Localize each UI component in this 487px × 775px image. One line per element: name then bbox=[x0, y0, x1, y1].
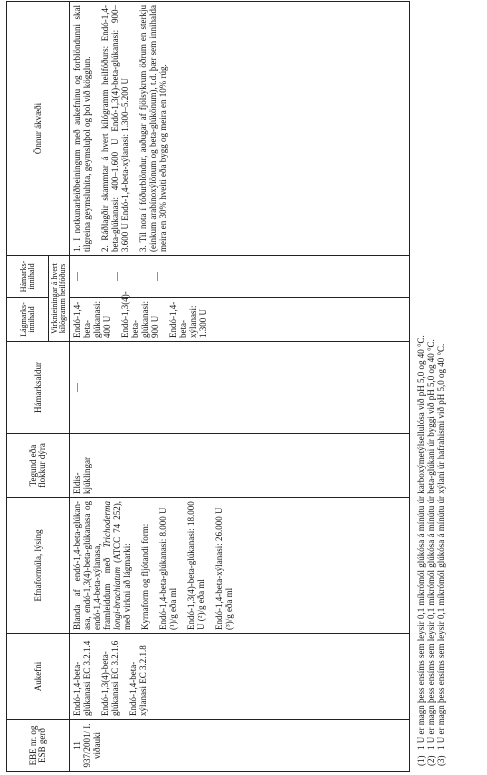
header-lagmarks: Lágmarks-innihald bbox=[7, 298, 49, 342]
lagmarks-item: Endó-1,4-beta-xýlanasi: 1.300 U bbox=[168, 301, 208, 338]
ebe-regulation: 937/2001/ I. viðauki bbox=[82, 723, 102, 768]
aukefni-item: Endó-1,3(4)-beta-glúkanasi EC 3.2.1.6 bbox=[100, 640, 120, 716]
header-efnaformula: Efnaformúla, lýsing bbox=[7, 498, 70, 634]
onnur-item: 1. I notkunarleiðbeiningum með aukefninu og forblöndunni skal tilgreina geymsluhita, geymsluþol og þol við kögglun. bbox=[72, 5, 92, 252]
header-hamarks: Hámarks-innihald bbox=[7, 256, 49, 298]
aukefni-item: Endó-1,4-beta-glúkanasi EC 3.2.1.4 bbox=[72, 640, 92, 716]
hamarks-item: — bbox=[152, 272, 162, 281]
table-row bbox=[70, 2, 410, 772]
onnur-item: 3. Til nota í fóðurblöndur, auðugar af fjölsykrum öðrum en sterkju (einkum arabínoxýlönum og beta-glúkönum), t.d. þær sem innihalda meira en 30% hveiti eða bygg og meira en 10% rúg. bbox=[138, 5, 168, 252]
efnaformula-spec: Endó-1,4-beta-xýlanasi: 26.000 U (³)/g eða ml bbox=[214, 507, 234, 630]
efnaformula-form: Kyrnaform og fljótandi form: bbox=[140, 523, 150, 630]
cell-tegund: Eldis-kjúklingar bbox=[70, 434, 410, 498]
cell-ebe bbox=[70, 720, 410, 772]
cell-lagmarks bbox=[70, 291, 410, 342]
hamarks-item: — bbox=[112, 272, 122, 281]
lagmarks-item: Endó-1,4-beta-glúkanasi: 400 U bbox=[72, 301, 112, 338]
onnur-item: 2. Ráðlagðir skammtar á hvert kílógramm heilfóðurs: Endó-1,4-beta-glúkanasi: 400–1.600 U Endó-1,3(4)-beta-glúkanasi: 900–3.600 U Endó-1,4-beta-xýlanasi: 1.300–5.200 U bbox=[100, 5, 130, 252]
header-tegund: Tegund eða flokkur dýra bbox=[7, 434, 70, 498]
rotated-page bbox=[6, 2, 446, 772]
cell-aukefni bbox=[70, 634, 410, 720]
efnaformula-spec: Endó-1,3(4)-beta-glúkanasi: 18.000 U (²)/g eða ml bbox=[186, 501, 206, 630]
footnotes bbox=[416, 6, 446, 766]
lagmarks-item: Endó-1,3(4)-beta-glúkanasi: 900 U bbox=[120, 291, 160, 338]
header-hamarksaldur: Hámarksaldur bbox=[7, 342, 70, 434]
header-onnur: Önnur ákvæði bbox=[7, 2, 70, 256]
cell-hamarksaldur: — bbox=[70, 342, 410, 434]
ebe-number: 11 bbox=[72, 741, 82, 750]
aukefni-item: Endó-1,4-beta-xýlanasi EC 3.2.1.8 bbox=[128, 645, 148, 716]
hamarks-item: — bbox=[72, 272, 82, 281]
footnote: (1)1 U er magn þess ensíms sem leysir 0,1 míkrómól glúkósa á mínútu úr karboxýmetýlsellulósa við pH 5,0 og 40 °C. bbox=[416, 335, 426, 766]
efnaformula-spec: Endó-1,4-beta-glúkanasi: 8.000 U (¹)/g eða ml bbox=[158, 507, 178, 630]
efnaformula-intro: Blanda af endó-1,4-beta-glúkan-asa, endó-1,3(4)-beta-glúkanasa og endó-1,4-beta-xýlanasa, framleiddum með Trichoderma longi-brachiatum (ATCC 74 252), með virkni að lágmarki: bbox=[72, 500, 132, 630]
organism-name: Trichoderma longi-brachiatum bbox=[102, 501, 122, 630]
regulation-table bbox=[6, 1, 410, 772]
footnote: (3)1 U er magn þess ensíms sem leysir 0,1 míkrómól glúkósa á mínútu úr xýlani úr hafrahismi við pH 5,0 og 40 °C. bbox=[436, 343, 446, 766]
header-einingar: Virknieiningar á hvert kílógramm heilfóðurs bbox=[49, 256, 70, 342]
header-ebe: EBE nr. og ESB gerð bbox=[7, 720, 70, 772]
cell-onnur bbox=[70, 2, 410, 256]
cell-efnaformula bbox=[70, 498, 410, 634]
footnote: (2)1 U er magn þess ensíms sem leysir 0,1 míkrómól glúkósa á mínútu úr beta-glúkani úr byggi við pH 5,0 og 40 °C. bbox=[426, 339, 436, 766]
header-aukefni: Aukefni bbox=[7, 634, 70, 720]
